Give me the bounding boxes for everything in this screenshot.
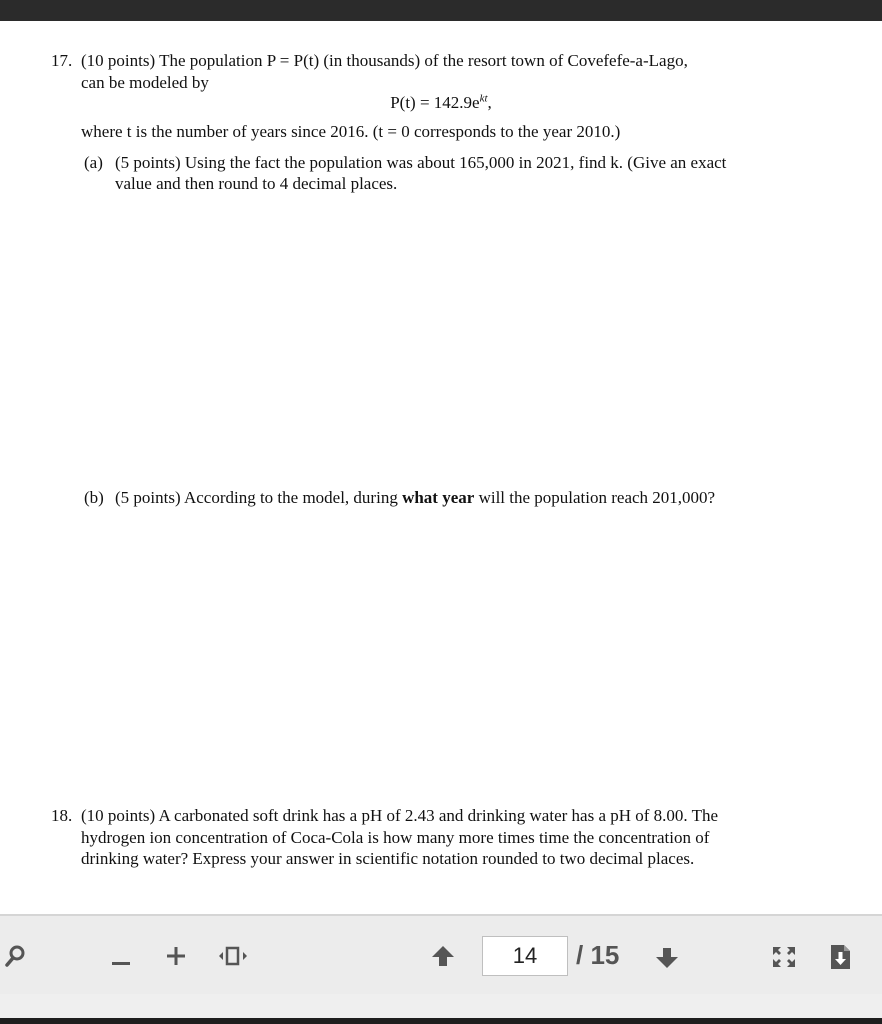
equation-lhs: P(t) = 142.9e [390,93,480,112]
pdf-toolbar [0,914,882,994]
next-page-icon[interactable] [655,946,679,975]
q17-equation [0,92,882,113]
fullscreen-icon[interactable] [772,946,796,973]
q17a-label: (a) [84,153,103,172]
q17b-pre: (5 points) According to the model, during [115,488,403,507]
page-total: / 15 [576,940,620,970]
previous-page-icon[interactable] [431,944,455,973]
q18-line-2: hydrogen ion concentration of Coca-Cola is how many more times time the concentration of [81,828,710,847]
q17b-label: (b) [84,488,104,507]
q17b-bold: what year [402,488,475,507]
q17a-line-1: (5 points) Using the fact the population was about 165,000 in 2021, find k. (Give an exact [115,153,727,172]
q17-line-1: (10 points) The population P = P(t) (in thousands) of the resort town of Covefefe-a-Lago, [81,51,688,70]
q17b-text [115,487,715,508]
zoom-in-icon[interactable] [166,946,186,971]
equation-end: , [487,93,492,112]
download-icon[interactable] [829,944,851,975]
q18-number: 18. [51,806,73,825]
search-icon[interactable] [4,944,26,973]
q17b-post: will the population reach 201,000? [474,488,716,507]
zoom-out-icon[interactable] [111,954,131,972]
top-bar [0,0,882,21]
q18-line-3: drinking water? Express your answer in scientific notation rounded to two decimal places. [81,849,695,868]
q17a-line-2: value and then round to 4 decimal places. [115,174,398,193]
page-number-input[interactable] [482,936,568,976]
q17-line-3: where t is the number of years since 2016. (t = 0 corresponds to the year 2010.) [81,122,621,141]
equation-exponent: kt [479,92,488,105]
bottom-bar [0,1018,882,1024]
document-page [0,21,882,914]
q18-line-1: (10 points) A carbonated soft drink has a pH of 2.43 and drinking water has a pH of 8.00. The [81,806,719,825]
fit-width-icon[interactable] [218,946,248,971]
q17-number: 17. [51,51,73,70]
q17-line-2: can be modeled by [81,73,209,92]
